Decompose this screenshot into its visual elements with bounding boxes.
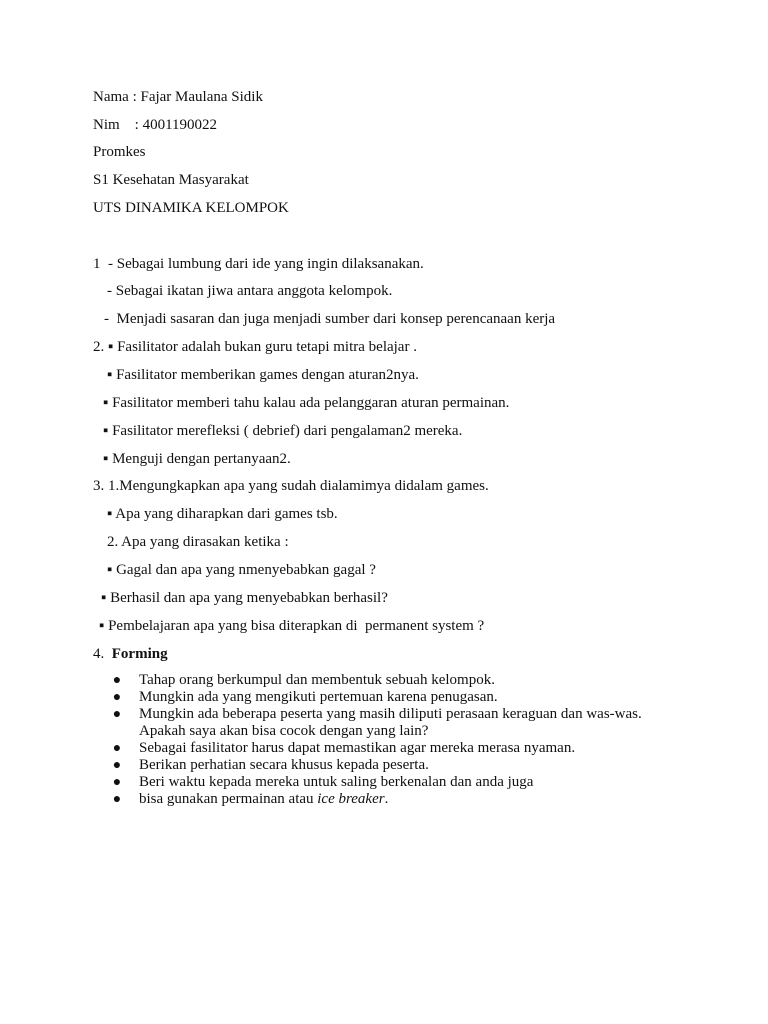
list-item-text: Apakah saya akan bisa cocok dengan yang lain? xyxy=(139,723,429,739)
list-item-text: Berikan perhatian secara khusus kepada peserta. xyxy=(139,757,429,773)
list-item-text-prefix: bisa gunakan permainan atau xyxy=(139,791,318,807)
q2-line-1: 2. ▪ Fasilitator adalah bukan guru tetapi mitra belajar . xyxy=(93,339,417,355)
q4-number: 4. xyxy=(93,646,105,662)
bullet-icon: ● xyxy=(112,673,122,688)
q4-heading xyxy=(93,645,168,663)
q2-line-2: ▪ Fasilitator memberikan games dengan aturan2nya. xyxy=(107,367,419,383)
bullet-icon: ● xyxy=(112,707,122,722)
study-program: S1 Kesehatan Masyarakat xyxy=(93,172,249,188)
student-nim: Nim : 4001190022 xyxy=(93,117,218,133)
student-name: Nama : Fajar Maulana Sidik xyxy=(93,89,263,105)
list-item-text: Sebagai fasilitator harus dapat memastikan agar mereka merasa nyaman. xyxy=(139,740,576,756)
bullet-icon: ● xyxy=(112,758,122,773)
list-item xyxy=(112,757,429,774)
list-item-text xyxy=(139,791,388,808)
list-item-text: Mungkin ada beberapa peserta yang masih diliputi perasaan keraguan dan was-was. xyxy=(139,706,642,722)
q1-line-1: 1 - Sebagai lumbung dari ide yang ingin dilaksanakan. xyxy=(93,256,424,272)
list-item xyxy=(112,689,498,706)
q3-line-4: ▪ Gagal dan apa yang nmenyebabkan gagal ? xyxy=(107,562,376,578)
list-item xyxy=(112,672,495,689)
q1-line-3: - Menjadi sasaran dan juga menjadi sumber dari konsep perencanaan kerja xyxy=(104,311,556,327)
ice-breaker-term: ice breaker xyxy=(317,791,385,807)
q2-line-4: ▪ Fasilitator merefleksi ( debrief) dari pengalaman2 mereka. xyxy=(103,423,463,439)
exam-title: UTS DINAMIKA KELOMPOK xyxy=(93,200,289,216)
list-item-text: Beri waktu kepada mereka untuk saling berkenalan dan anda juga xyxy=(139,774,534,790)
q3-line-6: ▪ Pembelajaran apa yang bisa diterapkan di permanent system ? xyxy=(99,618,485,634)
list-item xyxy=(112,774,534,791)
list-item-text: Tahap orang berkumpul dan membentuk sebuah kelompok. xyxy=(139,672,495,688)
q3-line-2: ▪ Apa yang diharapkan dari games tsb. xyxy=(107,506,338,522)
q1-line-2: - Sebagai ikatan jiwa antara anggota kelompok. xyxy=(107,283,393,299)
q2-line-3: ▪ Fasilitator memberi tahu kalau ada pelanggaran aturan permainan. xyxy=(103,395,510,411)
q4-heading-text: Forming xyxy=(111,646,168,662)
bullet-icon: ● xyxy=(112,792,122,807)
list-item xyxy=(112,791,389,808)
list-item xyxy=(112,706,642,723)
list-item-text-suffix: . xyxy=(384,791,389,807)
list-item-text: Mungkin ada yang mengikuti pertemuan karena penugasan. xyxy=(139,689,498,705)
q2-line-5: ▪ Menguji dengan pertanyaan2. xyxy=(103,451,291,467)
list-item xyxy=(112,740,576,757)
list-item-continuation xyxy=(112,723,429,740)
bullet-icon: ● xyxy=(112,690,122,705)
q3-line-1: 3. 1.Mengungkapkan apa yang sudah dialamimya didalam games. xyxy=(93,478,489,494)
bullet-icon: ● xyxy=(112,775,122,790)
q3-line-5: ▪ Berhasil dan apa yang menyebabkan berhasil? xyxy=(101,590,388,606)
bullet-icon: ● xyxy=(112,741,122,756)
q3-line-3: 2. Apa yang dirasakan ketika : xyxy=(107,534,289,550)
course-name: Promkes xyxy=(93,144,146,160)
